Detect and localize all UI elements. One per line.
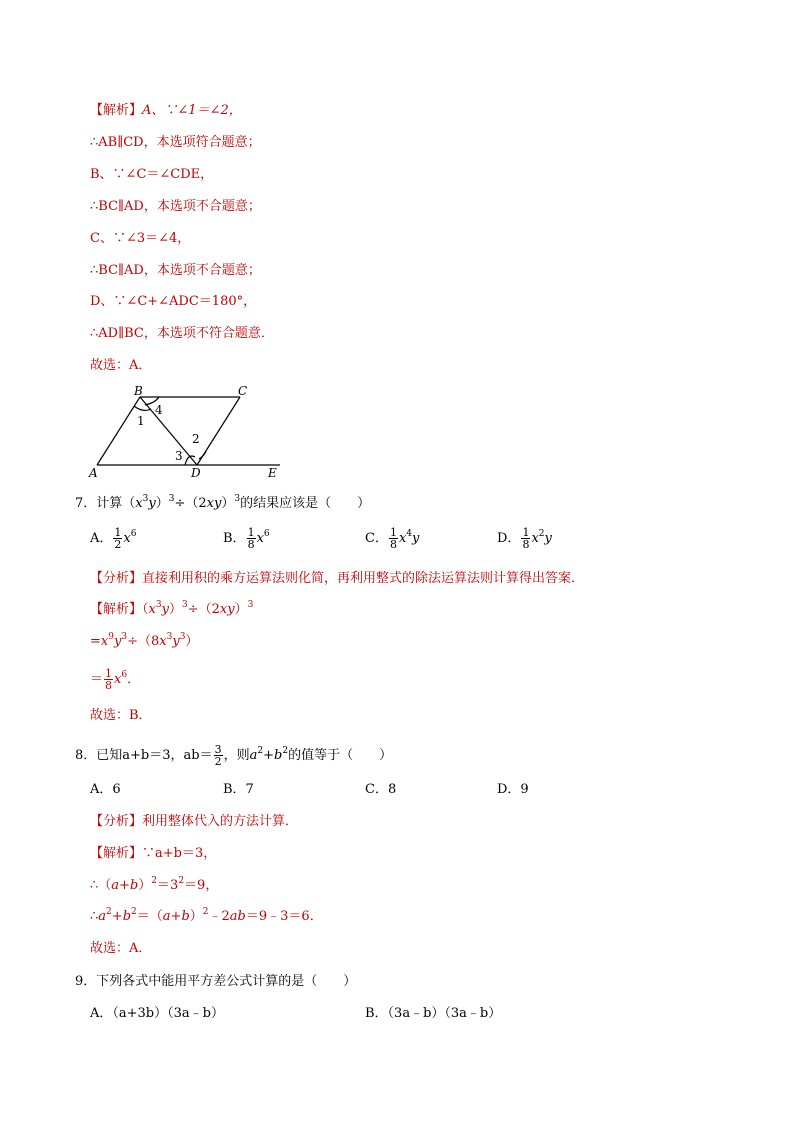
label-b: B [134, 385, 143, 398]
q8-option-c[interactable]: C．8 [365, 782, 397, 797]
stem-text: 的值等于（ ） [288, 748, 393, 763]
analysis-text: 利用整体代入的方法计算． [142, 814, 299, 829]
q7-stem: 7．计算$(x^3y)^3\div(2xy)^3$的结果应该是（ ） [75, 494, 371, 511]
q8-answer: 故选：A． [90, 941, 152, 956]
analysis-text: A、∵∠1＝∠2， [142, 103, 242, 118]
analysis-tag: 【分析】 [90, 814, 143, 829]
q7-option-b[interactable]: B． $\frac{1}{8}$ $x^6$ [223, 526, 270, 551]
label-c: C [238, 385, 248, 398]
label-angle-1: 1 [137, 414, 145, 428]
q6-analysis-line-7: D、∵∠C+∠ADC＝180°， [90, 294, 257, 309]
q7-solution-line-1: 【解析】$(x^3y)^3\div(2xy)^3$ [90, 600, 254, 617]
question-number: 8． [75, 748, 97, 763]
q7-option-a[interactable]: A． $\frac{1}{2}$ $x^6$ [90, 526, 137, 551]
parallelogram-figure [85, 385, 290, 480]
q6-analysis-line-6: ∴BC∥AD，本选项不合题意； [90, 263, 261, 278]
angle-arc-2 [199, 451, 206, 459]
q6-analysis-line-5: C、∵∠3＝∠4， [90, 231, 191, 246]
line-ab [97, 397, 140, 465]
label-d: D [191, 466, 201, 480]
analysis-tag: 【解析】 [90, 103, 143, 118]
q8-stem: 8．已知a+b＝3，ab＝ $\frac{3}{2}$ ，则$a^2+b^2$的值等于（ ） [75, 743, 393, 768]
solution-tag: 【解析】 [90, 846, 143, 861]
analysis-text: 直接利用积的乘方运算法则化简，再利用整式的除法运算法则计算得出答案． [142, 571, 585, 586]
stem-text: 的结果应该是（ ） [240, 496, 371, 511]
solution-text: ∵a+b＝3， [142, 846, 217, 861]
analysis-tag: 【分析】 [90, 571, 143, 586]
q6-analysis-line-1 [90, 102, 242, 120]
q8-analysis [90, 813, 298, 831]
q8-option-d[interactable]: D．9 [497, 782, 529, 797]
option-label: C． [365, 531, 388, 546]
q6-answer: 故选：A． [90, 358, 152, 373]
q7-option-d[interactable]: D． $\frac{1}{8}$ $x^2y$ [497, 526, 552, 551]
question-number: 7． [75, 496, 97, 511]
q6-analysis-line-4: ∴BC∥AD，本选项不合题意； [90, 199, 261, 214]
q9-stem [75, 973, 356, 991]
option-label: D． [497, 531, 521, 546]
q9-option-a[interactable]: A．（a+3b）（3a﹣b） [90, 1006, 224, 1021]
label-angle-3: 3 [175, 449, 183, 463]
q8-solution-line-1 [90, 845, 216, 863]
q9-option-b[interactable]: B．（3a﹣b）（3a﹣b） [365, 1006, 502, 1021]
q7-solution-line-3: ＝ $\frac{1}{8}$ $x^6$． [90, 667, 141, 692]
line-bd [140, 397, 197, 465]
q7-option-c[interactable]: C． $\frac{1}{8}$ $x^4y$ [365, 526, 420, 551]
stem-text: 下列各式中能用平方差公式计算的是（ ） [96, 974, 357, 989]
solution-tag: 【解析】 [90, 602, 143, 617]
stem-text: 计算（ [96, 496, 136, 511]
q8-solution-line-2: $\therefore(a+b)^2=3^2=9$， [90, 876, 219, 893]
q8-solution-line-3: $\therefore a^2+b^2=(a+b)^2﹣2ab=9﹣3=6$． [90, 907, 323, 924]
q6-analysis-line-8: ∴AD∥BC，本选项不符合题意． [90, 326, 274, 341]
question-number: 9． [75, 974, 97, 989]
q6-analysis-line-2: ∴AB∥CD，本选项符合题意； [90, 135, 261, 150]
q7-answer: 故选：B． [90, 708, 152, 723]
label-e: E [268, 466, 277, 480]
label-angle-4: 4 [155, 403, 163, 417]
option-label: A． [90, 531, 113, 546]
stem-text: 已知a+b＝3，ab＝ [96, 748, 213, 763]
option-label: B． [223, 531, 246, 546]
q7-solution-line-2: $=x^9y^3\div(8x^3y^3)$ [90, 632, 199, 649]
q6-analysis-line-3: B、∵∠C＝∠CDE， [90, 167, 214, 182]
q8-option-a[interactable]: A．6 [90, 782, 121, 797]
label-a: A [89, 466, 98, 480]
q7-analysis [90, 570, 584, 588]
q8-option-b[interactable]: B．7 [223, 782, 254, 797]
label-angle-2: 2 [192, 432, 200, 446]
